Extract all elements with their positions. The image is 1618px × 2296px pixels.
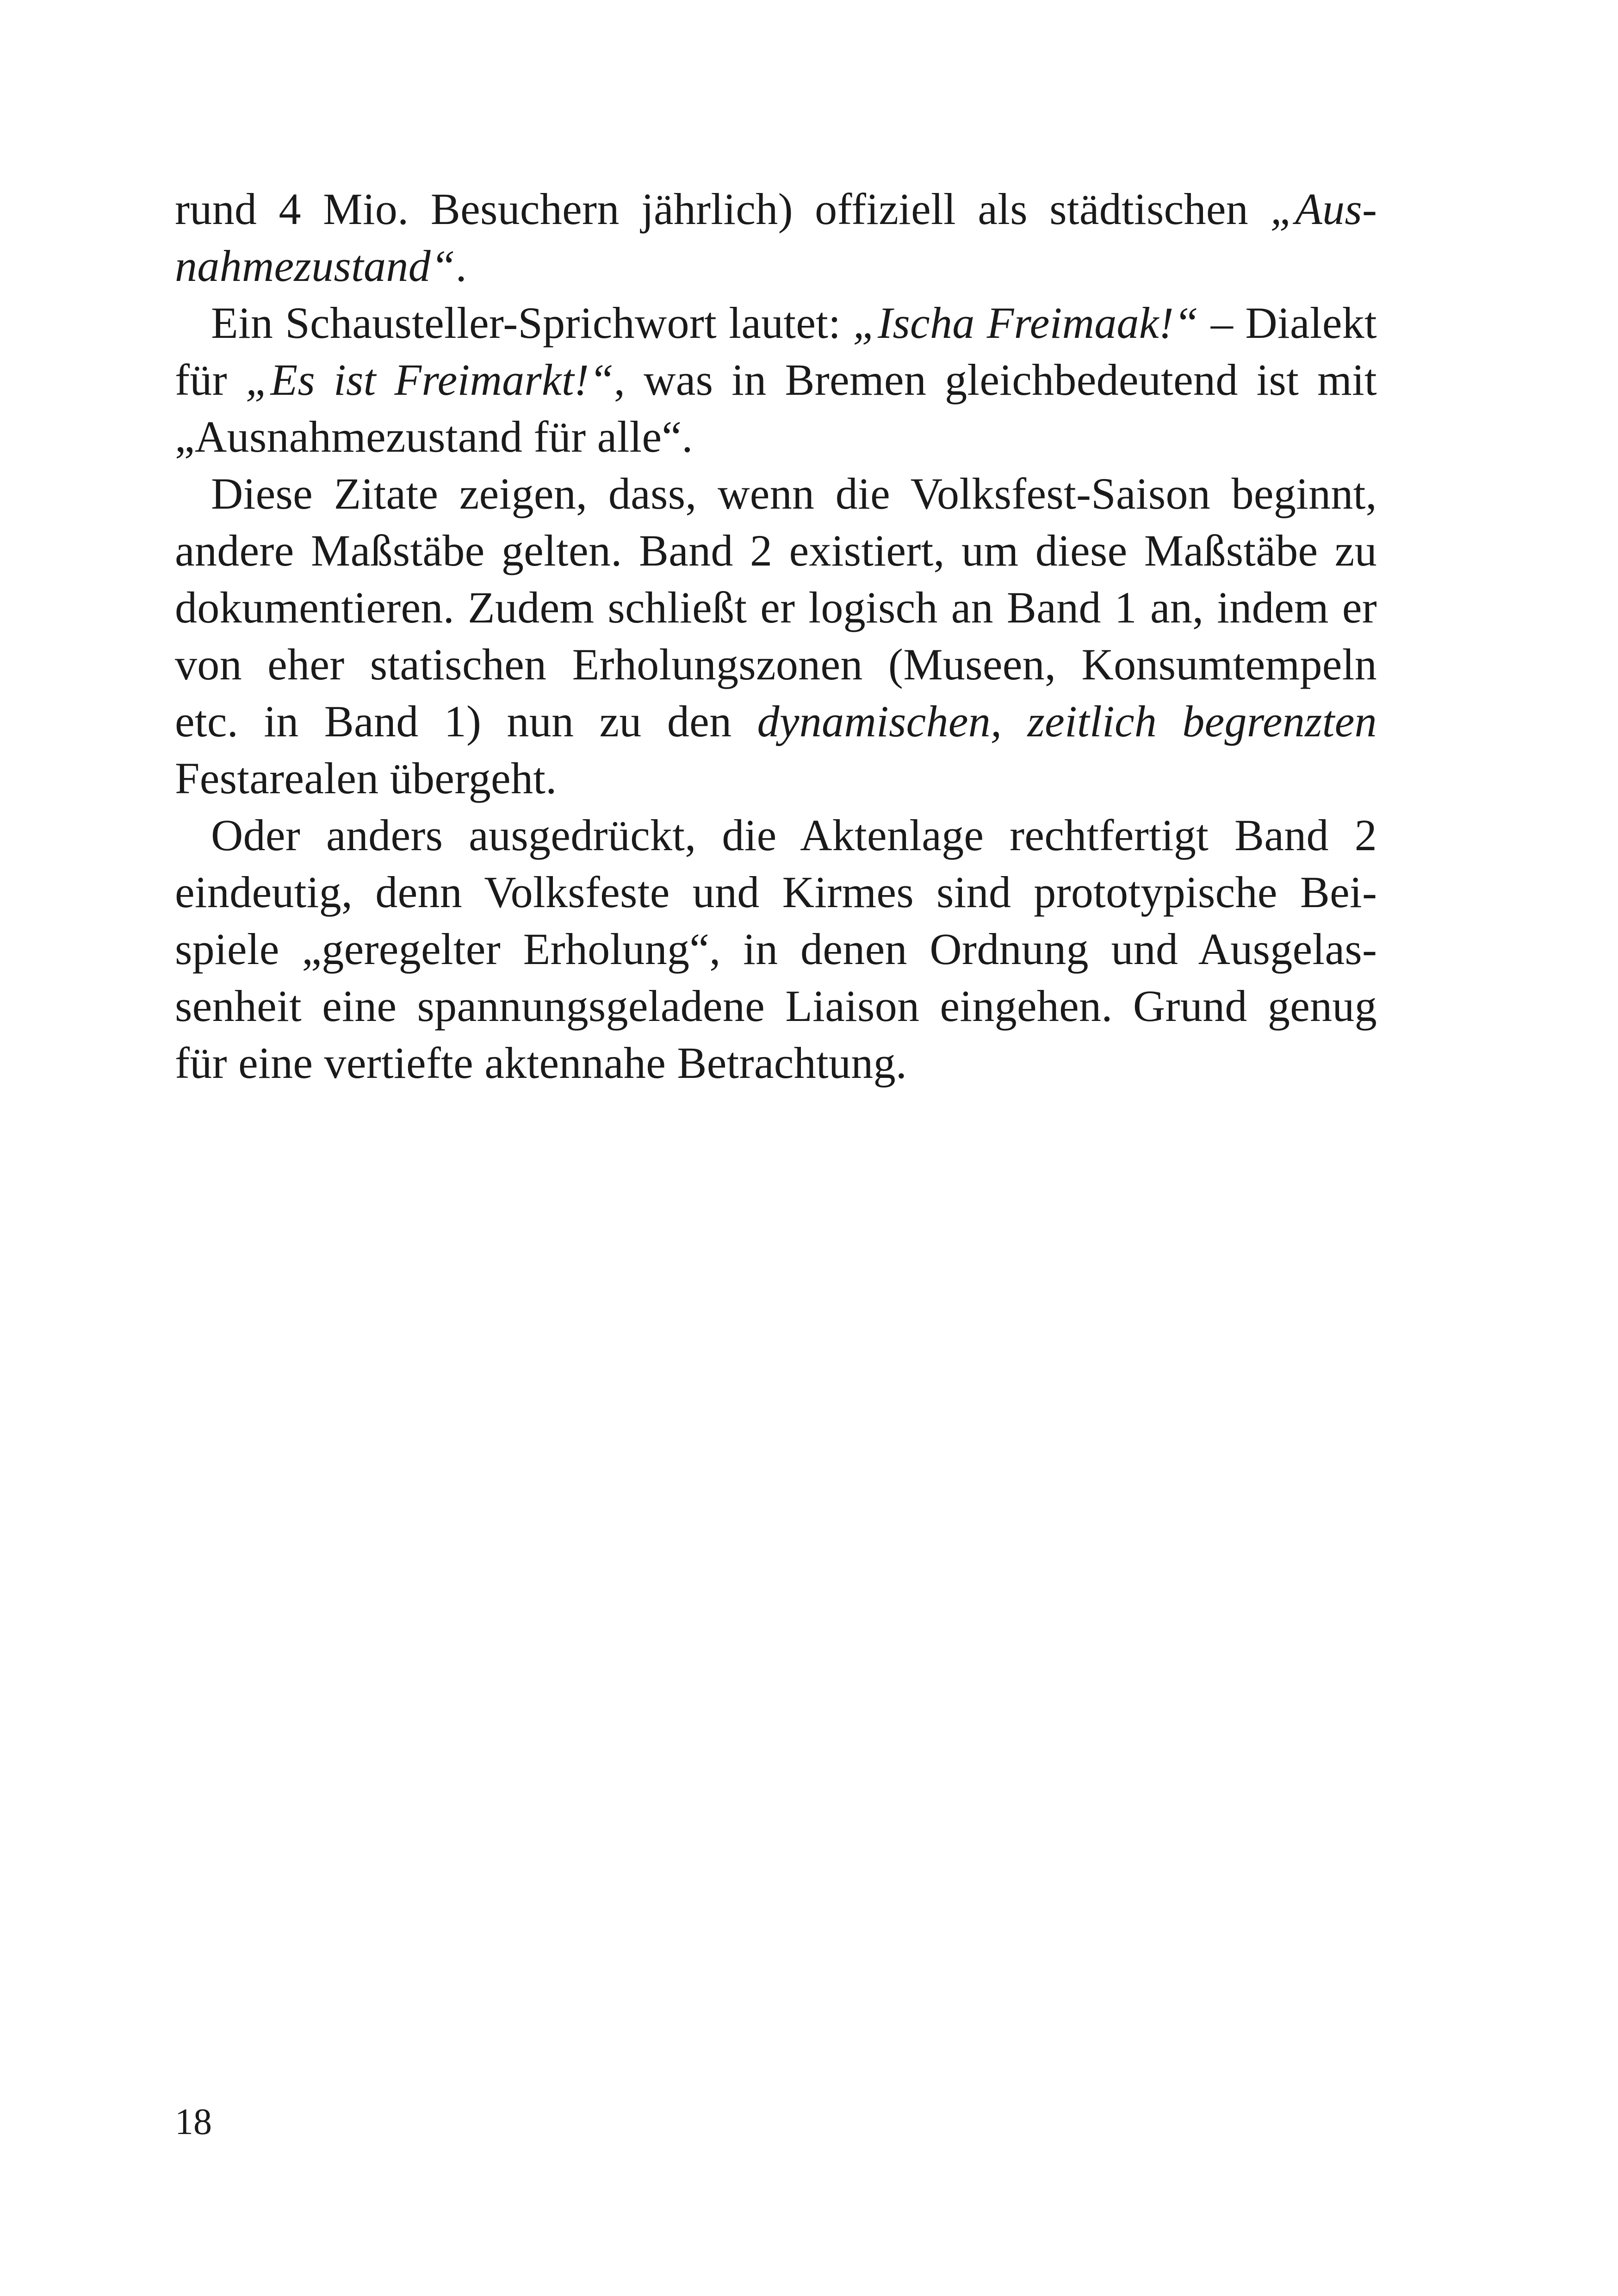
text-segment: rund 4 Mio. Besuchern jährlich) offiziell als städtischen [175, 184, 1271, 234]
text-segment: – Dialekt für [175, 298, 1377, 404]
paragraph [175, 465, 1377, 807]
italic-text-segment: „Es ist Freimarkt!“ [245, 355, 614, 404]
italic-text-segment: dynamischen, zeitlich begrenzten [757, 697, 1377, 746]
text-segment: Ein Schausteller-Sprichwort lautet: [211, 298, 853, 348]
text-segment: Festarealen übergeht. [175, 753, 557, 803]
italic-text-segment: „Ausnahmezustand“ [175, 184, 1377, 291]
paragraph [175, 180, 1377, 294]
italic-text-segment: „Ischa Freimaak!“ [853, 298, 1199, 348]
text-segment: Oder anders ausgedrückt, die Aktenlage rechtfertigt Band 2 eindeutig, denn Volksfeste und Kirmes sind prototypische Beispiele „geregelter Erholung“, in denen Ordnung und Ausgelassenheit eine spannungsgeladene Liaison eingehen. Grund genug für eine vertiefte aktennahe Betrachtung. [175, 810, 1377, 1088]
text-segment: , was in Bremen gleichbedeutend ist mit „Ausnahmezustand für alle“. [175, 355, 1377, 461]
paragraph [175, 807, 1377, 1091]
text-segment: Diese Zitate zeigen, dass, wenn die Volksfest-Saison beginnt, andere Maßstäbe gelten. Band 2 existiert, um diese Maßstäbe zu dokumentieren. Zudem schließt er logisch an Band 1 an, indem er von eher statischen Erholungszonen (Museen, Konsumtempeln etc. in Band 1) nun zu den [175, 469, 1377, 746]
paragraph [175, 294, 1377, 465]
body-text [175, 180, 1377, 1091]
text-segment: . [455, 241, 467, 291]
page-number: 18 [175, 2102, 212, 2142]
